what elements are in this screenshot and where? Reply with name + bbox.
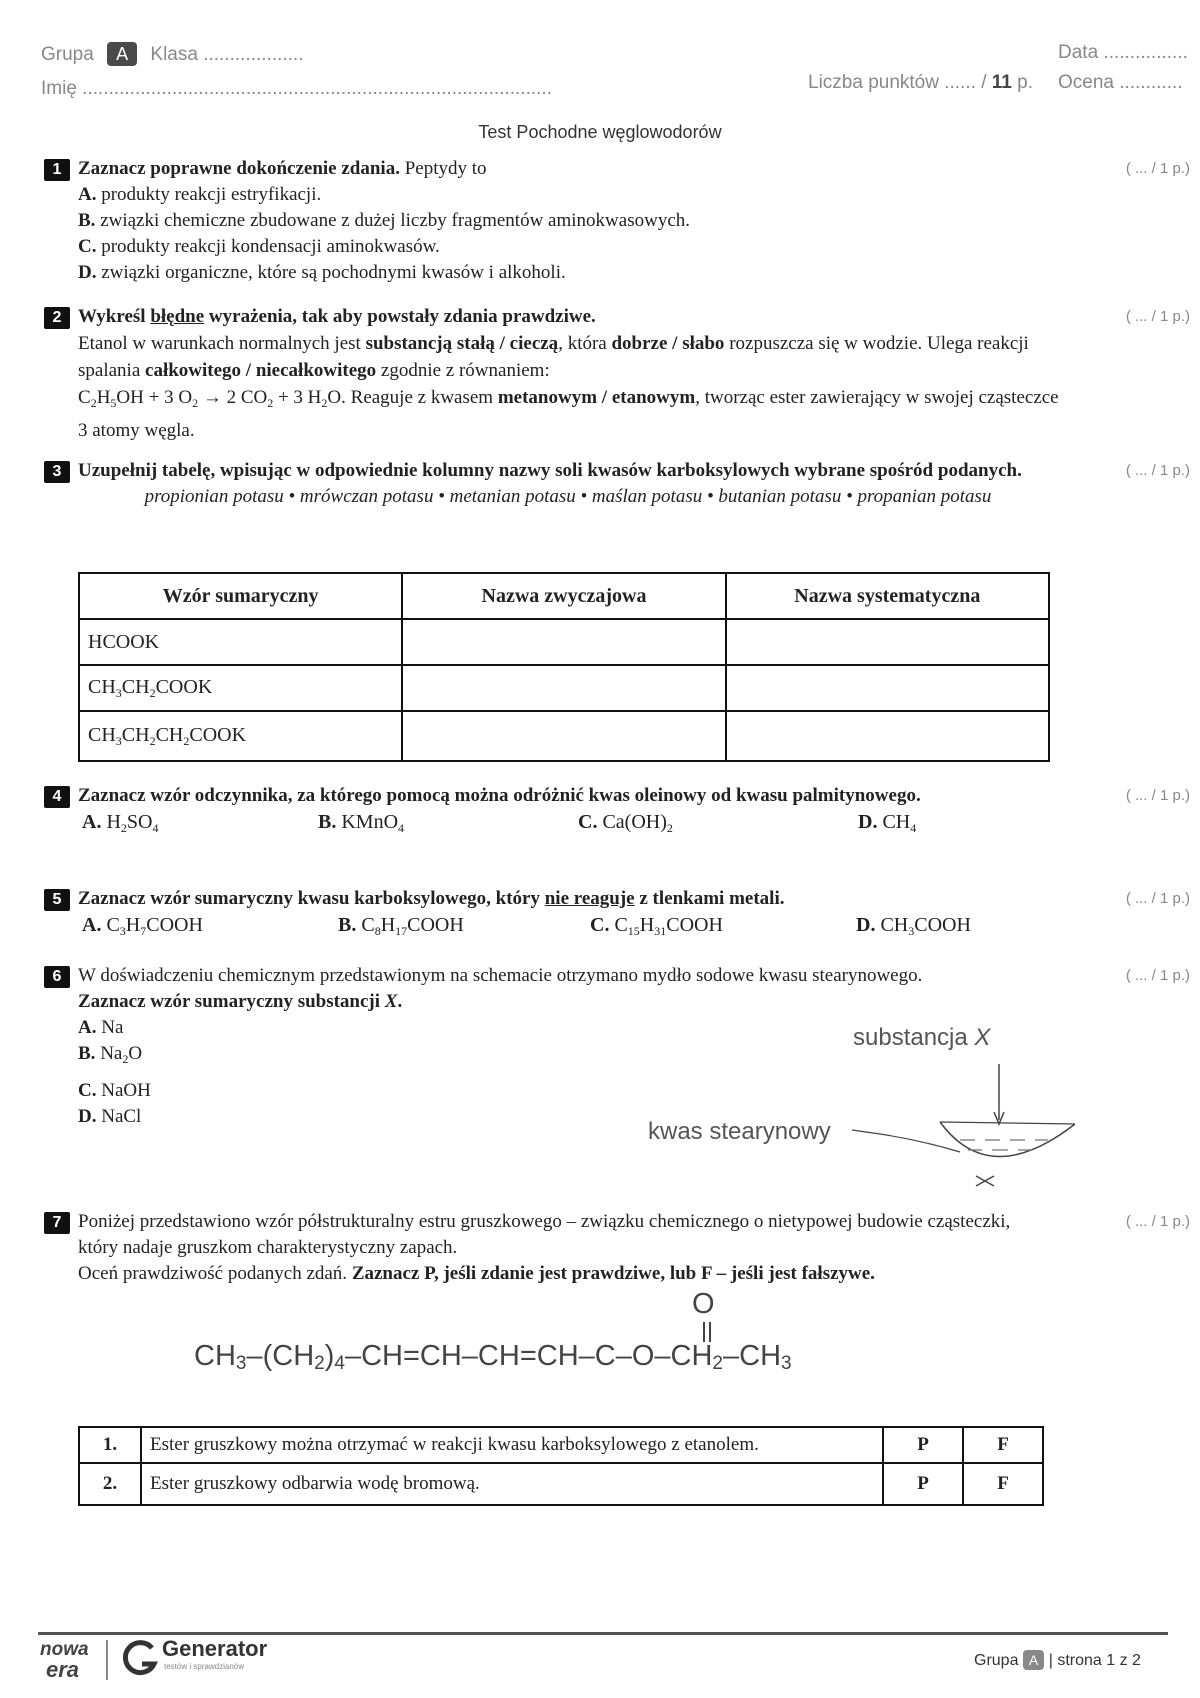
klasa-field[interactable]: Klasa ................... (150, 44, 304, 65)
option-a[interactable]: A. $H_2SO_4$ (82, 811, 159, 835)
generator-logo-subtitle: testów i sprawdzianów (164, 1662, 245, 1671)
task-points: ( ... / 1 p.) (1125, 787, 1190, 804)
task-number: 4 (44, 786, 70, 808)
task-points: ( ... / 1 p.) (1125, 1213, 1190, 1230)
option-b[interactable]: B. $C_8H_{17}COOH$ (338, 914, 464, 938)
task-number: 2 (44, 307, 70, 329)
task-instruction: Zaznacz wzór sumaryczny substancji X. (78, 991, 403, 1012)
task-1 (44, 156, 1190, 286)
pointer-line (852, 1130, 960, 1152)
double-bond (703, 1322, 711, 1342)
footer-page-info: Grupa A | strona 1 z 2 (974, 1652, 1141, 1669)
label-stearic-acid: kwas stearynowy (648, 1118, 831, 1145)
task-4 (44, 783, 1190, 841)
option-a[interactable]: A. produkty reakcji estryfikacji. (78, 184, 322, 205)
footer-divider (38, 1632, 1168, 1635)
page-title: Test Pochodne węglowodorów (478, 122, 722, 142)
option-b[interactable]: B. $Na_2O$ (78, 1043, 143, 1066)
carbonyl-oxygen: O (692, 1288, 715, 1320)
option-b[interactable]: B. KMnO$_4$ (318, 811, 405, 835)
logo-divider (106, 1640, 108, 1680)
task-text: W doświadczeniu chemicznym przedstawionym na schemacie otrzymano mydło sodowe kwasu stearynowego. (78, 965, 923, 986)
table-header: Wzór sumaryczny (79, 573, 402, 619)
grupa-label: Grupa (41, 44, 94, 65)
salt-list: propionian potasu • mrówczan potasu • metanian potasu • maślan potasu • butanian potasu • propanian potasu (144, 486, 992, 507)
false-cell[interactable]: F (963, 1463, 1043, 1505)
task-points: ( ... / 1 p.) (1125, 462, 1190, 479)
formula-cell: $CH_3CH_2COOK$ (79, 665, 402, 711)
answer-cell[interactable] (726, 665, 1049, 711)
true-false-table (78, 1426, 1044, 1506)
answer-cell[interactable] (402, 619, 725, 665)
choice-solubility[interactable]: dobrze / słabo (611, 333, 725, 354)
task-instruction: Zaznacz wzór sumaryczny kwasu karboksylowego, który nie reaguje z tlenkami metali. (78, 888, 785, 909)
grupa-badge: A (107, 42, 137, 66)
option-c[interactable]: C. NaOH (78, 1080, 151, 1101)
table-row: 1. Ester gruszkowy można otrzymać w reakcji kwasu karboksylowego z etanolem. P F (79, 1427, 1043, 1463)
task-text: Poniżej przedstawiono wzór półstrukturalny estru gruszkowego – związku chemicznego o nietypowej budowie cząsteczki, który nadaje gruszkom charakterystyczny zapach. (78, 1211, 1011, 1258)
option-a[interactable]: A. $C_3H_7COOH$ (82, 914, 203, 938)
false-cell[interactable]: F (963, 1427, 1043, 1463)
task-instruction: Wykreśl błędne wyrażenia, tak aby powstały zdania prawdziwe. (78, 306, 596, 327)
page-number: | strona 1 z 2 (1048, 1652, 1141, 1669)
nowa-era-logo: nowa era (40, 1639, 89, 1682)
label-substance-x: substancja X (853, 1024, 991, 1051)
dish-bowl (940, 1122, 1075, 1157)
task-stem: Peptydy to (404, 158, 487, 179)
task-3 (44, 458, 1190, 510)
ester-formula: $CH_3-(CH_2)_4-CH=CH-CH=CH-C-O-CH_2-CH_3$ (194, 1340, 792, 1374)
task-points: ( ... / 1 p.) (1125, 890, 1190, 907)
task-5 (44, 886, 1190, 944)
punkty-field[interactable] (808, 72, 1033, 94)
option-a[interactable]: A. Na (78, 1017, 124, 1038)
punkty-label: Liczba punktów ...... / (808, 72, 987, 93)
punkty-unit: p. (1017, 72, 1033, 93)
table-row: 2. Ester gruszkowy odbarwia wodę bromową. P F (79, 1463, 1043, 1505)
formula-cell: HCOOK (79, 619, 402, 665)
answer-cell[interactable] (402, 665, 725, 711)
formula-cell: $CH_3CH_2CH_2COOK$ (79, 711, 402, 761)
task-instruction: Zaznacz wzór odczynnika, za którego pomocą można odróżnić kwas oleinowy od kwasu palmitynowego. (78, 785, 921, 806)
salts-table (78, 572, 1050, 762)
ocena-field[interactable]: Ocena ............ (1058, 72, 1183, 93)
table-header: Nazwa zwyczajowa (402, 573, 725, 619)
footer-grupa-badge: A (1023, 1650, 1044, 1670)
option-d[interactable]: D. związki organiczne, które są pochodnymi kwasów i alkoholi. (78, 262, 566, 283)
task-points: ( ... / 1 p.) (1125, 160, 1190, 177)
task-number: 1 (44, 159, 70, 181)
task-number: 6 (44, 966, 70, 988)
answer-cell[interactable] (726, 711, 1049, 761)
option-d[interactable]: D. NaCl (78, 1106, 142, 1127)
option-c[interactable]: C. produkty reakcji kondensacji aminokwasów. (78, 236, 440, 257)
true-cell[interactable]: P (883, 1427, 963, 1463)
task-points: ( ... / 1 p.) (1125, 967, 1190, 984)
task-instruction: Zaznacz P, jeśli zdanie jest prawdziwe, lub F – jeśli jest fałszywe. (351, 1263, 875, 1284)
task-instruction: Uzupełnij tabelę, wpisując w odpowiednie kolumny nazwy soli kwasów karboksylowych wybrane spośród podanych. (78, 460, 1022, 481)
imie-field[interactable]: Imię ......................................................................................... (41, 78, 552, 99)
task-2: 2 ( ... / 1 p.) Wykreśl błędne wyrażenia, tak aby powstały zdania prawdziwe. Etanol w warunkach normalnych jest substancją stałą / cieczą, która dobrze / słabo rozpuszcza się w wodzie. Ulega reakcji spalania całkowitego / niecałkowitego zgodnie z równaniem: $C_2H_5OH + 3$ $O_2 \to 2$ $CO_2 + 3$ $H_2O$. Reaguje z kwasem metanowym / etanowym, tworząc ester zawierający w swojej cząsteczce 3 atomy węgla. (44, 304, 1064, 444)
header-grupa (41, 42, 304, 66)
answer-cell[interactable] (402, 711, 725, 761)
choice-state[interactable]: substancją stałą / cieczą (365, 333, 559, 354)
true-cell[interactable]: P (883, 1463, 963, 1505)
option-c[interactable]: C. $C_{15}H_{31}COOH$ (590, 914, 723, 938)
option-b[interactable]: B. związki chemiczne zbudowane z dużej liczby fragmentów aminokwasowych. (78, 210, 691, 231)
option-d[interactable]: D. $CH_4$ (858, 811, 917, 835)
data-field[interactable]: Data ................ (1058, 42, 1188, 63)
task-text2: Oceń prawdziwość podanych zdań. (78, 1263, 348, 1284)
generator-logo-icon (122, 1640, 158, 1680)
choice-combustion[interactable]: całkowitego / niecałkowitego (145, 360, 377, 381)
task-points: ( ... / 1 p.) (1125, 308, 1190, 325)
task-instruction: Zaznacz poprawne dokończenie zdania. (78, 158, 400, 179)
choice-acid[interactable]: metanowym / etanowym (497, 387, 696, 408)
evaporating-dish-diagram (850, 1060, 1090, 1200)
generator-logo-text: Generator (162, 1636, 268, 1661)
dish-rim (940, 1122, 1075, 1124)
task-number: 7 (44, 1212, 70, 1234)
equation: $C_2H_5OH + 3$ $O_2 \to 2$ $CO_2 + 3$ $H_2O$ (78, 387, 342, 410)
task-number: 3 (44, 461, 70, 483)
answer-cell[interactable] (726, 619, 1049, 665)
table-header: Nazwa systematyczna (726, 573, 1049, 619)
option-c[interactable]: C. $Ca(OH)_2$ (578, 811, 673, 835)
task-number: 5 (44, 889, 70, 911)
task-7 (44, 1209, 1190, 1287)
heat-mark (976, 1176, 994, 1186)
punkty-max: 11 (991, 72, 1012, 93)
option-d[interactable]: D. $CH_3COOH$ (856, 914, 971, 938)
